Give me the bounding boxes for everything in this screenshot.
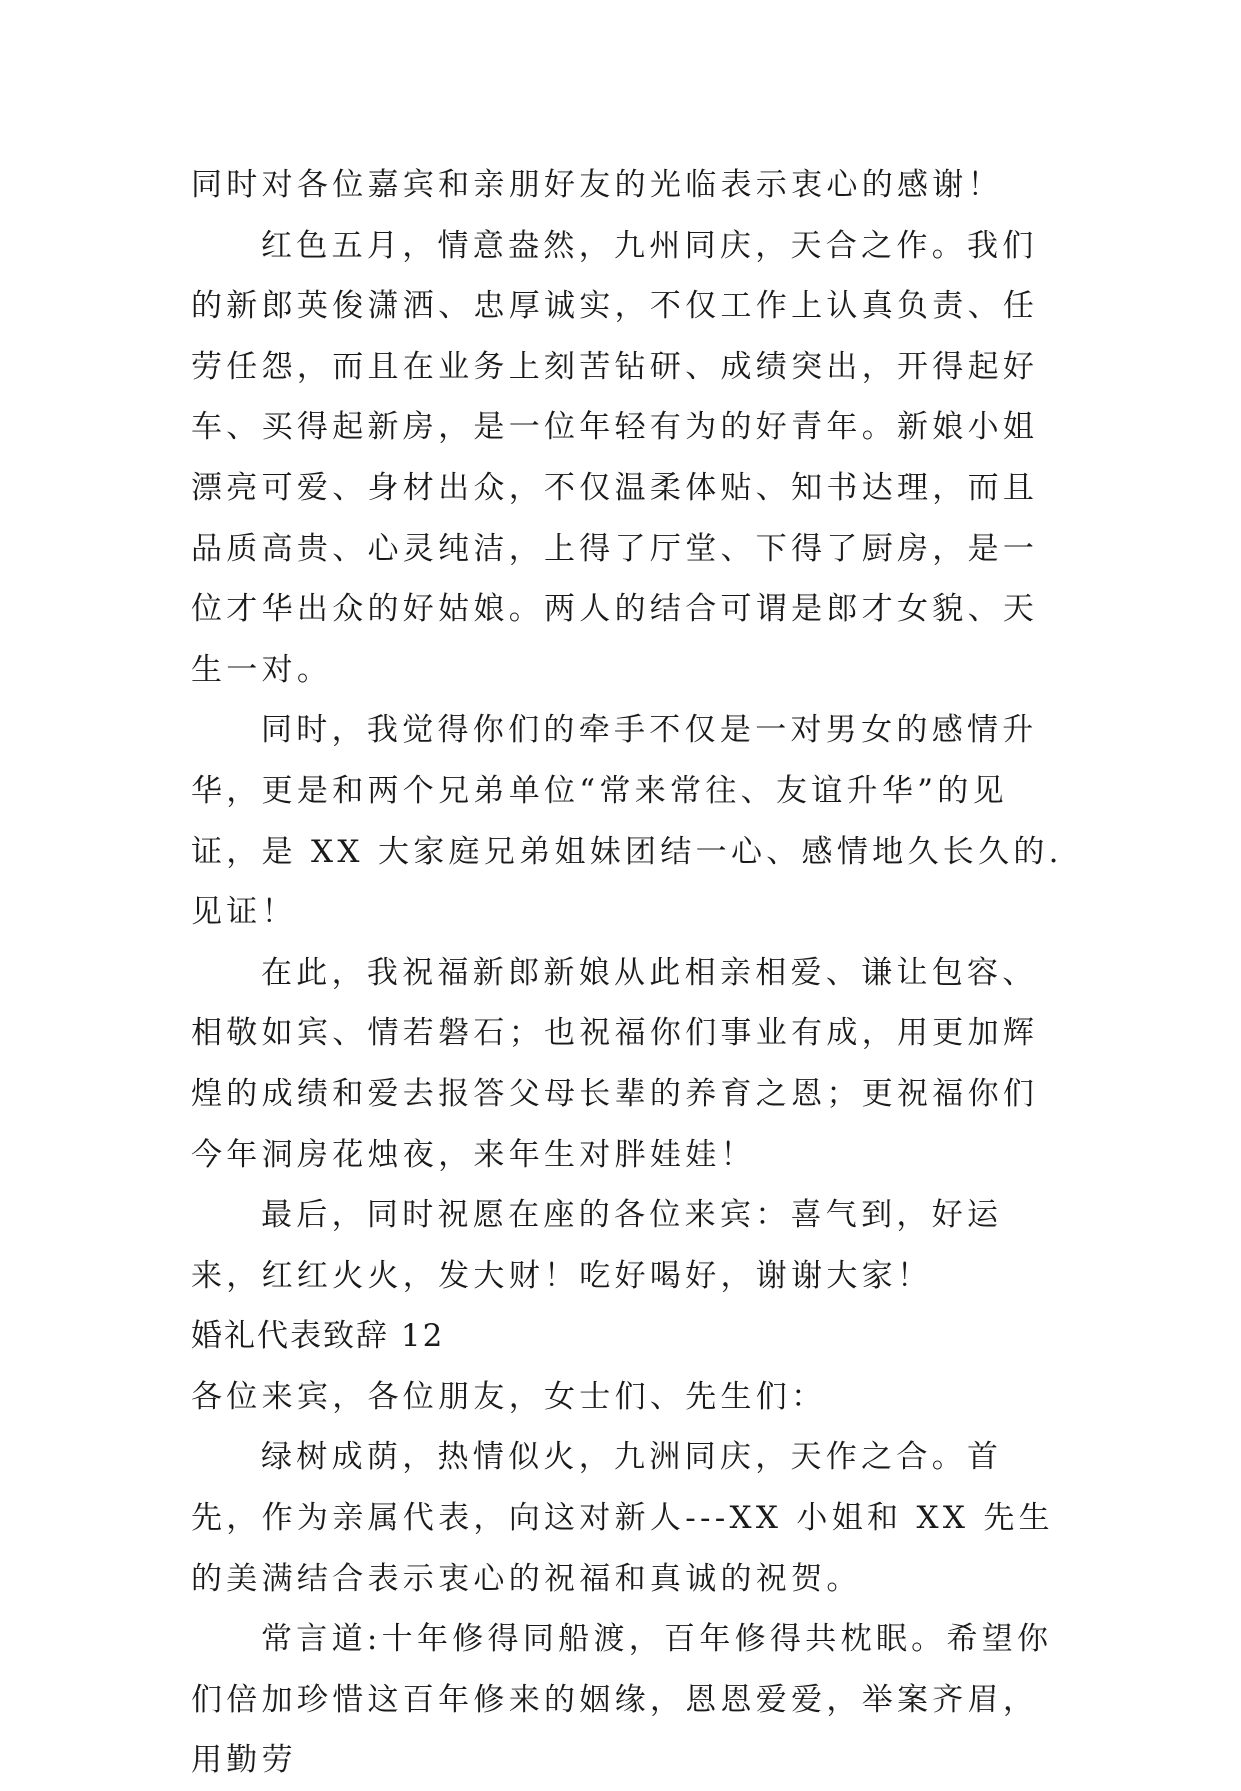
paragraph-blessing: 在此，我祝福新郎新娘从此相亲相爱、谦让包容、相敬如宾、情若磐石；也祝福你们事业有成，用更加辉煌的成绩和爱去报答父母长辈的养育之恩；更祝福你们今年洞房花烛夜，来年生对胖娃娃！	[191, 954, 1039, 1173]
paragraph-final-wishes: 最后，同时祝愿在座的各位来宾：喜气到，好运来，红红火火，发大财！吃好喝好，谢谢大家！	[191, 1197, 1003, 1294]
paragraph-closing-thanks: 同时对各位嘉宾和亲朋好友的光临表示衷心的感谢！	[191, 167, 1003, 203]
paragraph-proverb: 常言道:十年修得同船渡，百年修得共枕眠。希望你们倍加珍惜这百年修来的姻缘，恩恩爱爱，举案齐眉，用勤劳	[191, 1621, 1053, 1779]
section-heading: 婚礼代表致辞 12	[191, 1318, 445, 1355]
document-body	[191, 155, 1071, 1791]
paragraph-couple-praise: 红色五月，情意盎然，九州同庆，天合之作。我们的新郎英俊潇洒、忠厚诚实，不仅工作上认真负责、任劳任怨，而且在业务上刻苦钻研、成绩突出，开得起好车、买得起新房，是一位年轻有为的好青年。新娘小姐漂亮可爱、身材出众，不仅温柔体贴、知书达理，而且品质高贵、心灵纯洁，上得了厅堂、下得了厨房，是一位才华出众的好姑娘。两人的结合可谓是郎才女貌、天生一对。	[191, 227, 1039, 688]
paragraph-congratulation: 绿树成荫，热情似火，九洲同庆，天作之合。首先，作为亲属代表，向这对新人---XX 小姐和 XX 先生的美满结合表示衷心的祝福和真诚的祝贺。	[191, 1439, 1054, 1597]
paragraph-salutation: 各位来宾，各位朋友，女士们、先生们：	[191, 1378, 827, 1415]
paragraph-witness: 同时，我觉得你们的牵手不仅是一对男女的感情升华，更是和两个兄弟单位“常来常往、友谊升华”的见证，是 XX 大家庭兄弟姐妹团结一心、感情地久长久的.见证！	[191, 712, 1063, 931]
